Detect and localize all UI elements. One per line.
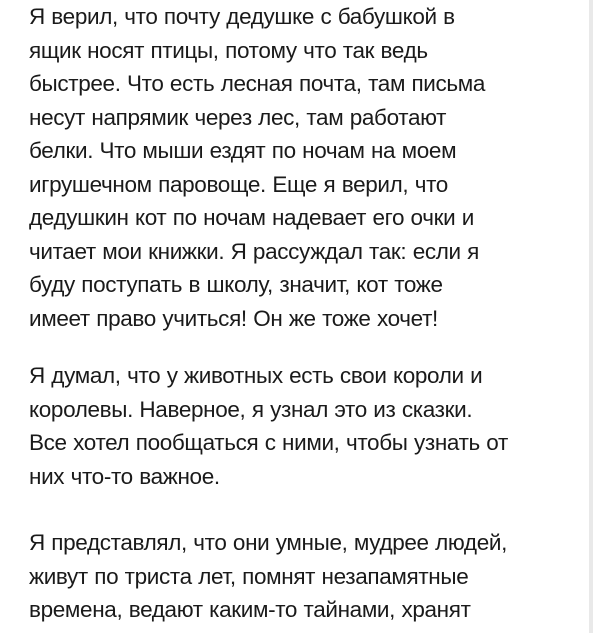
- text-line: буду поступать в школу, значит, кот тоже: [29, 272, 443, 297]
- text-line: времена, ведают каким-то тайнами, хранят: [29, 597, 471, 622]
- text-line: читает мои книжки. Я рассуждал так: если я: [29, 238, 479, 264]
- text-line: быстрее. Что есть лесная почта, там письма: [29, 71, 486, 96]
- text-line: дедушкин кот по ночам надевает его очки и: [29, 205, 474, 230]
- text-line: игрушечном паровоще. Еще я верил, что: [29, 171, 448, 197]
- text-line: белки. Что мыши ездят по ночам на моем: [29, 138, 457, 163]
- paragraph-1: [29, 0, 589, 335]
- text-line: несут напрямик через лес, там работают: [29, 104, 447, 130]
- text-line: королевы. Наверное, я узнал это из сказки.: [29, 396, 473, 422]
- text-line: Я представлял, что они умные, мудрее людей,: [29, 530, 507, 555]
- text-line: Все хотел пообщаться с ними, чтобы узнать от: [29, 430, 508, 455]
- paragraph-2: [29, 359, 589, 493]
- text-line: ящик носят птицы, потому что так ведь: [29, 37, 428, 63]
- scrollbar-track[interactable]: [589, 0, 593, 633]
- text-line: них что-то важное.: [29, 463, 220, 489]
- text-line: живут по триста лет, помнят незапамятные: [29, 563, 469, 589]
- text-line: Я думал, что у животных есть свои короли и: [29, 363, 483, 388]
- text-line: Я верил, что почту дедушке с бабушкой в: [29, 4, 455, 29]
- text-line: имеет право учиться! Он же тоже хочет!: [29, 305, 438, 331]
- paragraph-3: [29, 526, 589, 627]
